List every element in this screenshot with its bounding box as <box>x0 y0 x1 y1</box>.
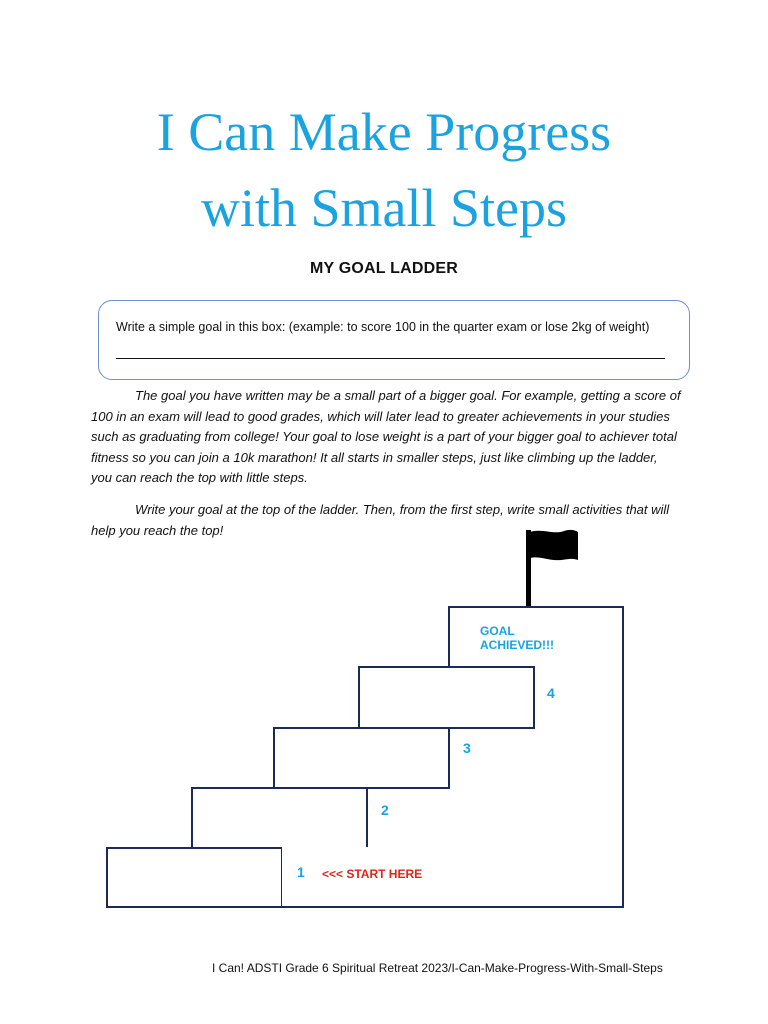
step-number-4: 4 <box>547 685 555 701</box>
step-number-2: 2 <box>381 802 389 818</box>
flag-icon <box>520 526 582 610</box>
goal-prompt: Write a simple goal in this box: (example: to score 100 in the quarter exam or lose 2kg of weight) <box>116 320 650 334</box>
page-title <box>0 94 768 246</box>
goal-write-line[interactable] <box>116 358 665 359</box>
instruction-text: Write your goal at the top of the ladder. Then, from the first step, write small activities that will help you reach the top! <box>91 502 670 538</box>
title-line-1: I Can Make Progress <box>156 102 612 162</box>
start-here-label: <<< START HERE <box>322 867 423 881</box>
goal-achieved-label: GOAL ACHIEVED!!! <box>480 624 554 652</box>
step-number-3: 3 <box>463 740 471 756</box>
instruction-paragraph <box>91 500 681 541</box>
explanation-text: The goal you have written may be a small part of a bigger goal. For example, getting a score of 100 in an exam will lead to good grades, which will later lead to greater achievements in your studies such as graduating from college! Your goal to lose weight is a part of your bigger goal to achiever total fitness so you can join a 10k marathon! It all starts in smaller steps, just like climbing up the ladder, you can reach the top with little steps. <box>91 388 681 485</box>
step-number-1: 1 <box>297 864 305 880</box>
ladder-step-4[interactable] <box>358 666 535 729</box>
goal-input-box[interactable] <box>98 300 690 380</box>
page-footer: I Can! ADSTI Grade 6 Spiritual Retreat 2023/I-Can-Make-Progress-With-Small-Steps <box>212 961 663 975</box>
title-line-2: with Small Steps <box>200 178 568 238</box>
ladder-step-1[interactable] <box>106 847 283 908</box>
section-heading: MY GOAL LADDER <box>310 260 458 277</box>
explanation-paragraph <box>91 386 681 489</box>
ladder-step-2[interactable] <box>191 787 368 849</box>
ladder-step-3[interactable] <box>273 727 450 789</box>
